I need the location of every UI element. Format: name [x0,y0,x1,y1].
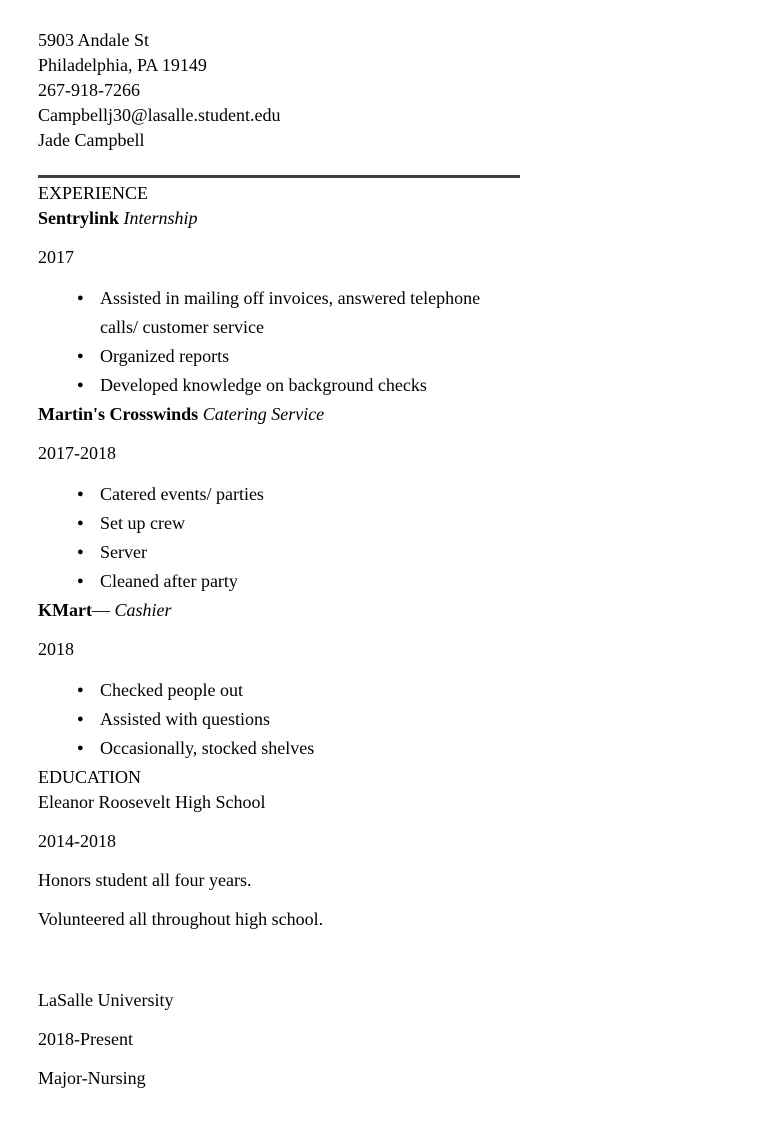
bullet-item: ● Occasionally, stocked shelves [38,734,520,763]
job-role: Catering Service [202,404,325,424]
experience-section [38,181,520,763]
job-role: Cashier [114,600,172,620]
job-entry [38,206,520,400]
bullet-item: ● Developed knowledge on background checks [38,371,520,400]
education-heading: EDUCATION [38,767,141,787]
bullet-item: ● Cleaned after party [38,567,520,596]
contact-block [38,28,520,153]
bullet-item: ● Server [38,538,520,567]
bullet-item: ● Set up crew [38,509,520,538]
job-period: 2017 [38,247,74,267]
contact-address-line1: 5903 Andale St [38,30,149,50]
job-entry [38,402,520,596]
job-title-line [38,598,520,623]
contact-email: Campbellj30@lasalle.student.edu [38,105,281,125]
bullet-item: ● Organized reports [38,342,520,371]
job-bullet-list [38,676,520,763]
school-note: Honors student all four years. [38,870,252,890]
job-title-line [38,206,520,231]
job-bullet-list [38,284,520,400]
school-period: 2018-Present [38,1029,133,1049]
school-entry [38,790,520,932]
section-divider-rule [38,175,520,178]
contact-phone: 267-918-7266 [38,80,140,100]
contact-name: Jade Campbell [38,130,145,150]
company-name: KMart [38,600,92,620]
bullet-item: ● Assisted with questions [38,705,520,734]
experience-heading: EXPERIENCE [38,183,148,203]
school-entry [38,988,520,1091]
contact-address-line2: Philadelphia, PA 19149 [38,55,207,75]
job-bullet-list [38,480,520,596]
job-period: 2017-2018 [38,443,116,463]
school-name: Eleanor Roosevelt High School [38,792,266,812]
company-name: Sentrylink [38,208,120,228]
school-note: Major-Nursing [38,1068,146,1088]
job-title-line [38,402,520,427]
education-section [38,765,520,1091]
school-note: Volunteered all throughout high school. [38,909,324,929]
blank-space [38,946,520,974]
company-role-separator: — [91,600,110,620]
bullet-item: ● Catered events/ parties [38,480,520,509]
bullet-item: ● Assisted in mailing off invoices, answered telephone calls/ customer service [38,284,520,342]
job-entry [38,598,520,763]
school-period: 2014-2018 [38,831,116,851]
bullet-item: ● Checked people out [38,676,520,705]
job-period: 2018 [38,639,74,659]
job-role: Internship [123,208,198,228]
company-name: Martin's Crosswinds [38,404,199,424]
school-name: LaSalle University [38,990,174,1010]
